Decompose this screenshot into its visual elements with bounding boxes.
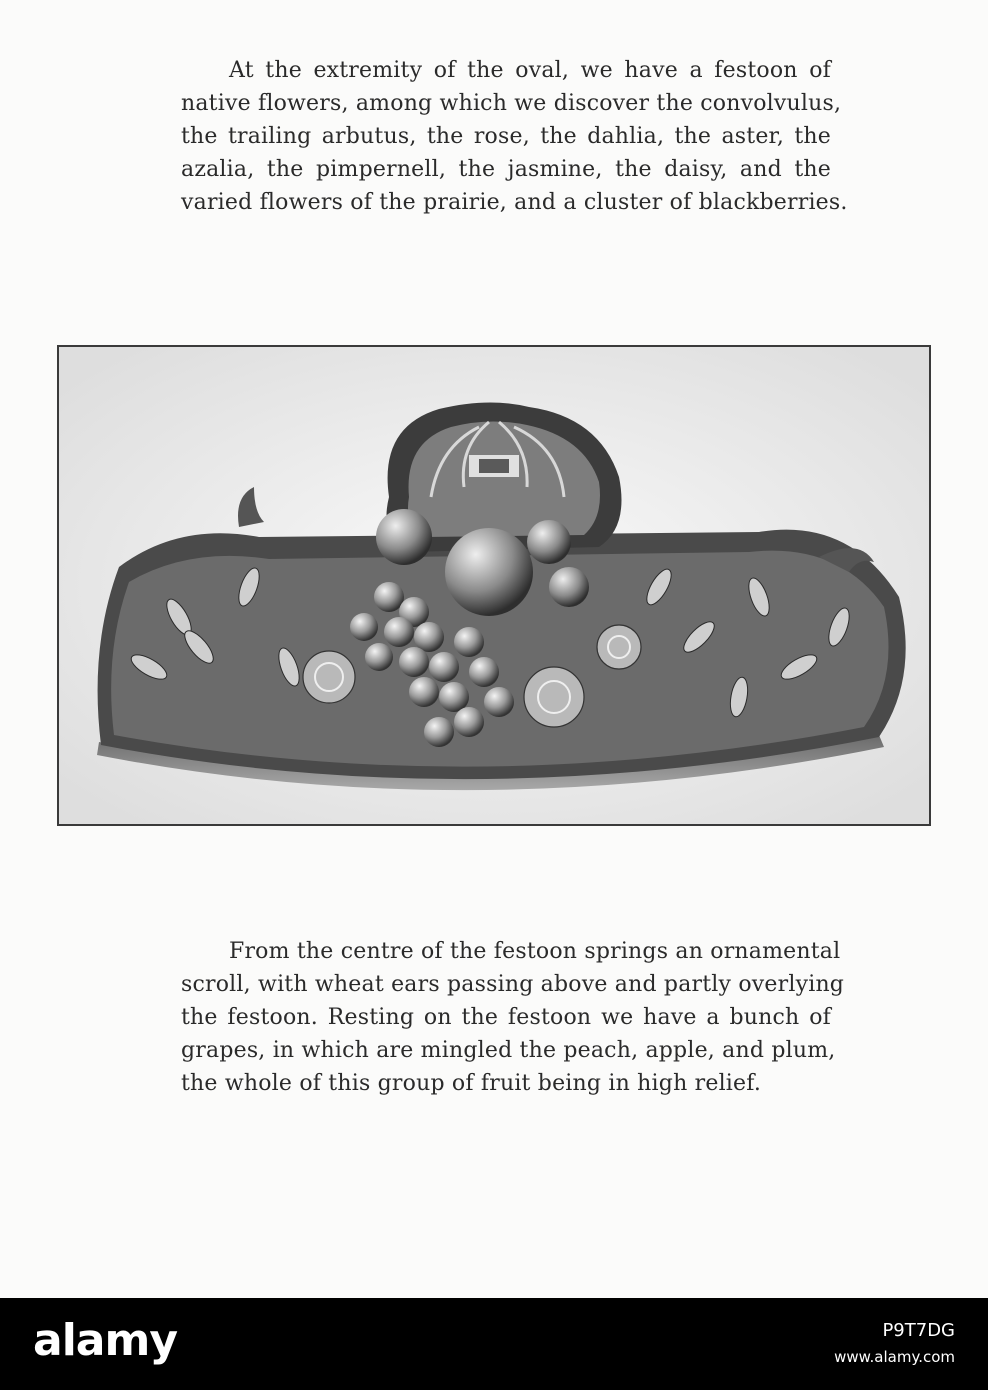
paragraph-line: varied flowers of the prairie, and a cluster of blackberries. — [181, 190, 848, 215]
paragraph-line: the whole of this group of fruit being in high relief. — [181, 1071, 762, 1096]
paragraph-line: the festoon. Resting on the festoon we have a bunch of — [181, 1005, 831, 1030]
alamy-logo: alamy — [33, 1315, 177, 1366]
paragraph-line: the trailing arbutus, the rose, the dahlia, the aster, the — [181, 124, 831, 149]
festoon-photograph — [57, 345, 931, 826]
paragraph-line: From the centre of the festoon springs an ornamental — [229, 939, 841, 964]
image-id-code: P9T7DG — [882, 1320, 955, 1341]
image-url: www.alamy.com — [834, 1348, 955, 1366]
paragraph-line: native flowers, among which we discover the convolvulus, — [181, 91, 842, 116]
paragraph-line: azalia, the pimpernell, the jasmine, the daisy, and the — [181, 157, 831, 182]
bottom-paragraph — [181, 935, 845, 1100]
top-paragraph — [181, 54, 848, 219]
festoon-illustration — [59, 347, 929, 824]
paragraph-line: scroll, with wheat ears passing above and partly overlying — [181, 972, 845, 997]
image-id — [834, 1318, 955, 1370]
paragraph-line: grapes, in which are mingled the peach, apple, and plum, — [181, 1038, 836, 1063]
paragraph-line: At the extremity of the oval, we have a festoon of — [229, 58, 831, 83]
